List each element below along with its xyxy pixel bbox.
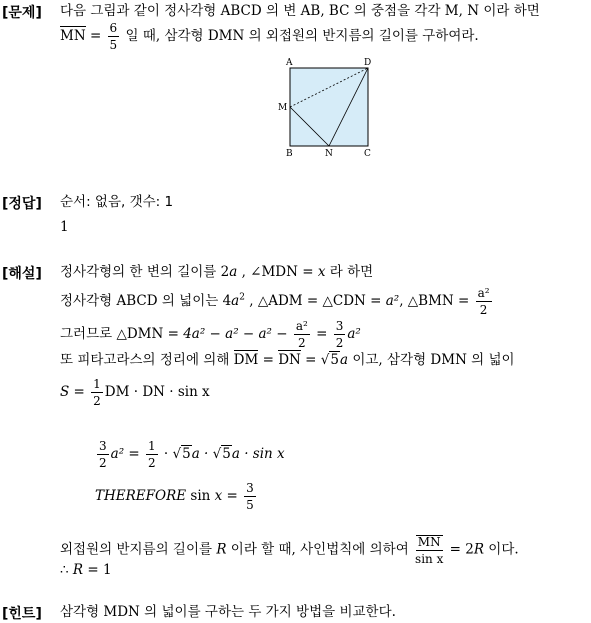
equation-2 (95, 482, 258, 511)
sl1c: , ∠MDN = (237, 264, 318, 280)
problem-line-2 (60, 22, 479, 51)
problem-line-1: 다음 그림과 같이 정사각형 ABCD 의 변 AB, BC 의 중점을 각각 M, N 이라 하면 (60, 3, 540, 19)
e1c: a · (191, 446, 213, 462)
frac-den: 2 (335, 336, 344, 350)
frac-num: 3 (99, 439, 107, 453)
hint-tag: [힌트] (2, 606, 42, 622)
label-m: M (278, 103, 288, 113)
label-c: C (364, 149, 371, 159)
frac-den: 2 (99, 456, 107, 470)
answer-tag: [정답] (2, 196, 42, 212)
eq-sign: = (89, 28, 102, 44)
fraction-num: 6 (109, 21, 118, 35)
solution-line-6 (60, 535, 519, 565)
label-n: N (325, 149, 333, 159)
frac-num: 3 (246, 481, 254, 495)
sqrt-5: √5 (172, 446, 191, 462)
frac-3-2 (334, 320, 346, 349)
sl2d: , △ADM = △CDN = (244, 293, 386, 309)
sl6d: = 2 (445, 541, 474, 558)
solution-line-3 (60, 320, 361, 349)
sl3b: 4a² − a² − a² − (183, 326, 292, 342)
frac-a2-2b (294, 320, 310, 349)
e2c: x (214, 488, 223, 504)
sl6e: R (473, 541, 484, 558)
label-b: B (286, 149, 293, 159)
solution-line-7 (60, 561, 112, 579)
sl6f: 이다. (484, 541, 519, 558)
frac-den: 2 (298, 336, 306, 350)
sl2a: 정사각형 ABCD 의 넓이는 4 (60, 293, 232, 309)
mn-segment: MN (60, 28, 86, 44)
sl6a: 외접원의 반지름의 길이를 (60, 541, 217, 558)
answer-meta: 순서: 없음, 갯수: 1 (60, 194, 174, 210)
frac-num: 1 (93, 377, 101, 391)
sl4b: = (258, 352, 279, 368)
e1d: a · sin (231, 446, 278, 462)
e2a: THEREFORE (95, 488, 187, 504)
sl2b: a (231, 293, 240, 309)
frac-mn-sinx (415, 535, 443, 565)
problem-line-2-rest: 일 때, 삼각형 DMN 의 외접원의 반지름의 길이를 구하여라. (125, 28, 479, 44)
solution-line-2 (60, 287, 494, 316)
square-figure (275, 55, 385, 160)
sl2f: , △BMN = (399, 293, 470, 309)
sl5c: DM · DN · sin x (104, 384, 210, 400)
frac-num: MN (417, 535, 441, 549)
e2b: sin (186, 488, 215, 504)
frac-num: a² (295, 319, 308, 333)
frac-1-2 (91, 378, 103, 407)
sl4c: = (300, 352, 321, 368)
sl3a: 그러므로 △DMN = (60, 326, 184, 342)
sl7a: ∴ (60, 562, 73, 578)
sl1b: a (229, 264, 238, 280)
solution-line-5 (60, 378, 210, 407)
square (290, 68, 368, 146)
frac-3-2 (97, 440, 109, 469)
solution-line-1 (60, 263, 373, 281)
solution-tag: [해설] (2, 266, 42, 282)
label-a: A (286, 58, 293, 68)
sl7b: R (72, 562, 84, 578)
solution-line-4 (60, 351, 515, 369)
frac-den: sin x (415, 552, 444, 566)
equation-1 (95, 440, 285, 469)
problem-tag: [문제] (2, 5, 42, 21)
fraction-6-5 (108, 22, 120, 51)
frac-den: 2 (93, 394, 101, 408)
label-d: D (364, 58, 372, 68)
frac-num: 1 (148, 439, 156, 453)
frac-1-2 (146, 440, 158, 469)
sl7c: = 1 (83, 562, 112, 578)
e2d: = (222, 488, 243, 504)
frac-num: a² (477, 286, 490, 300)
sl4e: 이고, 삼각형 DMN 의 넓이 (348, 352, 515, 368)
sl6b: R (216, 541, 227, 558)
sl4d: a (339, 352, 349, 368)
sqrt-radicand: 5 (330, 352, 339, 368)
dn-segment: DN (278, 352, 301, 368)
frac-den: 2 (148, 456, 156, 470)
sl1d: x (317, 264, 326, 280)
sl3d: a² (347, 326, 361, 342)
sqrt-radicand: 5 (222, 446, 231, 462)
fraction-den: 5 (109, 38, 118, 52)
e1e: x (277, 446, 285, 462)
e1b: · (159, 446, 173, 462)
sl2c: 2 (239, 292, 245, 303)
sl2e: a² (385, 293, 400, 309)
sl1e: 라 하면 (325, 264, 374, 280)
frac-num: 3 (335, 319, 344, 333)
sqrt-radicand: 5 (182, 446, 191, 462)
frac-den: 5 (246, 498, 254, 512)
frac-3-5 (244, 482, 256, 511)
sqrt-5: √5 (212, 446, 231, 462)
sl6c: 이라 할 때, 사인법칙에 의하여 (226, 541, 414, 558)
sl5a: S (60, 384, 70, 400)
hint-text: 삼각형 MDN 의 넓이를 구하는 두 가지 방법을 비교한다. (60, 604, 396, 620)
sl1a: 정사각형의 한 변의 길이를 2 (60, 264, 230, 280)
sl5b: = (69, 384, 90, 400)
frac-a2-2 (476, 287, 492, 316)
answer-value: 1 (60, 219, 69, 235)
sl3c: = (311, 326, 332, 342)
frac-den: 2 (479, 303, 488, 317)
sqrt-5: √5 (320, 352, 339, 368)
sl4a: 또 피타고라스의 정리에 의해 (60, 352, 234, 368)
dm-segment: DM (233, 352, 259, 368)
e1a: a² = (110, 446, 144, 462)
